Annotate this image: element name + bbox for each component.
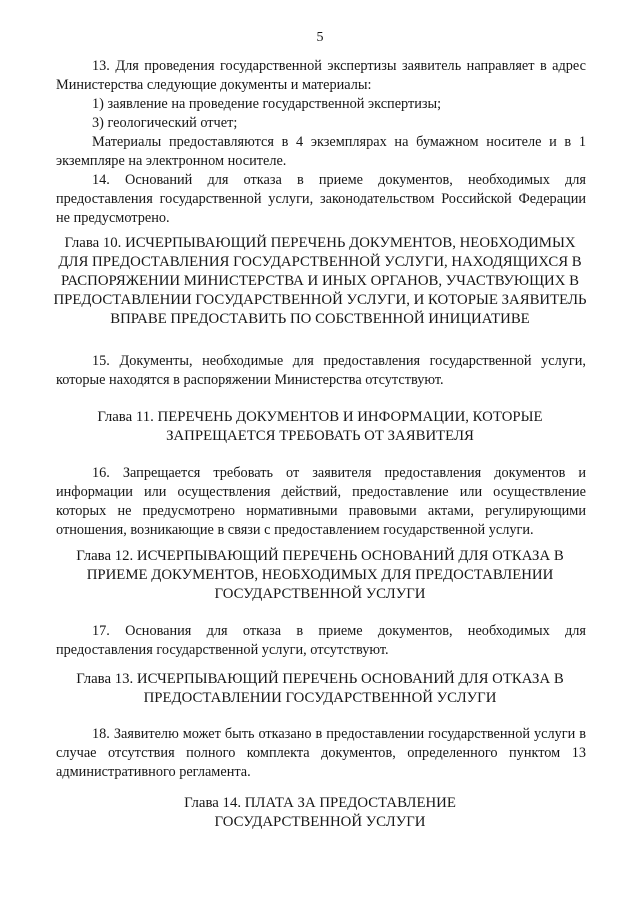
chapter-12-title: Глава 12. ИСЧЕРПЫВАЮЩИЙ ПЕРЕЧЕНЬ ОСНОВАНИЙ ДЛЯ ОТКАЗА В ПРИЕМЕ ДОКУМЕНТОВ, НЕОБХОДИМЫХ ДЛЯ ПРЕДОСТАВЛЕНИИ ГОСУДАРСТВЕННОЙ УСЛУГИ: [76, 548, 564, 602]
item-15-block: [56, 352, 586, 390]
item-18-paragraph: 18. Заявителю может быть отказано в предоставлении государственной услуги в случае отсутствия полного комплекта документов, определенного пунктом 13 административного регламента.: [56, 726, 586, 780]
list-item-3: 3) геологический отчет;: [92, 115, 238, 131]
chapter-11-title: Глава 11. ПЕРЕЧЕНЬ ДОКУМЕНТОВ И ИНФОРМАЦИИ, КОТОРЫЕ ЗАПРЕЩАЕТСЯ ТРЕБОВАТЬ ОТ ЗАЯВИТЕЛЯ: [97, 409, 543, 444]
item-13-block: [56, 57, 586, 228]
item-16-paragraph: 16. Запрещается требовать от заявителя предоставления документов и информации или осуществления действий, предоставление или осуществление которых не предусмотрено нормативными правовыми актами, регулирующими отношения, возникающие в связи с предоставлением государственной услуги.: [56, 465, 586, 538]
page-number: 5: [316, 30, 324, 45]
item-17-block: [56, 622, 586, 660]
item-17-paragraph: 17. Основания для отказа в приеме документов, необходимых для предоставления государственной услуги, отсутствуют.: [56, 623, 586, 658]
item-13-intro: 13. Для проведения государственной экспертизы заявитель направляет в адрес Министерства следующие документы и материалы:: [56, 58, 586, 93]
item-14-paragraph: 14. Оснований для отказа в приеме документов, необходимых для предоставления государственной услуги, законодательством Российской Федерации не предусмотрено.: [56, 172, 586, 226]
item-13-materials: Материалы предоставляются в 4 экземплярах на бумажном носителе и в 1 экземпляре на электронном носителе.: [56, 134, 586, 169]
item-15-paragraph: 15. Документы, необходимые для предоставления государственной услуги, которые находятся в распоряжении Министерства отсутствуют.: [56, 353, 586, 388]
chapter-14-title: Глава 14. ПЛАТА ЗА ПРЕДОСТАВЛЕНИЕ ГОСУДАРСТВЕННОЙ УСЛУГИ: [184, 795, 456, 830]
item-18-block: [56, 725, 586, 782]
list-item-1: 1) заявление на проведение государственной экспертизы;: [92, 96, 442, 112]
chapter-13-title: Глава 13. ИСЧЕРПЫВАЮЩИЙ ПЕРЕЧЕНЬ ОСНОВАНИЙ ДЛЯ ОТКАЗА В ПРЕДОСТАВЛЕНИИ ГОСУДАРСТВЕННОЙ УСЛУГИ: [76, 671, 564, 706]
chapter-10-title: Глава 10. ИСЧЕРПЫВАЮЩИЙ ПЕРЕЧЕНЬ ДОКУМЕНТОВ, НЕОБХОДИМЫХ ДЛЯ ПРЕДОСТАВЛЕНИЯ ГОСУДАРСТВЕННОЙ УСЛУГИ, НАХОДЯЩИХСЯ В РАСПОРЯЖЕНИИ МИНИСТЕРСТВА И ИНЫХ ОРГАНОВ, УЧАСТВУЮЩИХ В ПРЕДОСТАВЛЕНИИ ГОСУДАРСТВЕННОЙ УСЛУГИ, И КОТОРЫЕ ЗАЯВИТЕЛЬ ВПРАВЕ ПРЕДОСТАВИТЬ ПО СОБСТВЕННОЙ ИНИЦИАТИВЕ: [53, 235, 587, 327]
item-16-block: [56, 464, 586, 540]
